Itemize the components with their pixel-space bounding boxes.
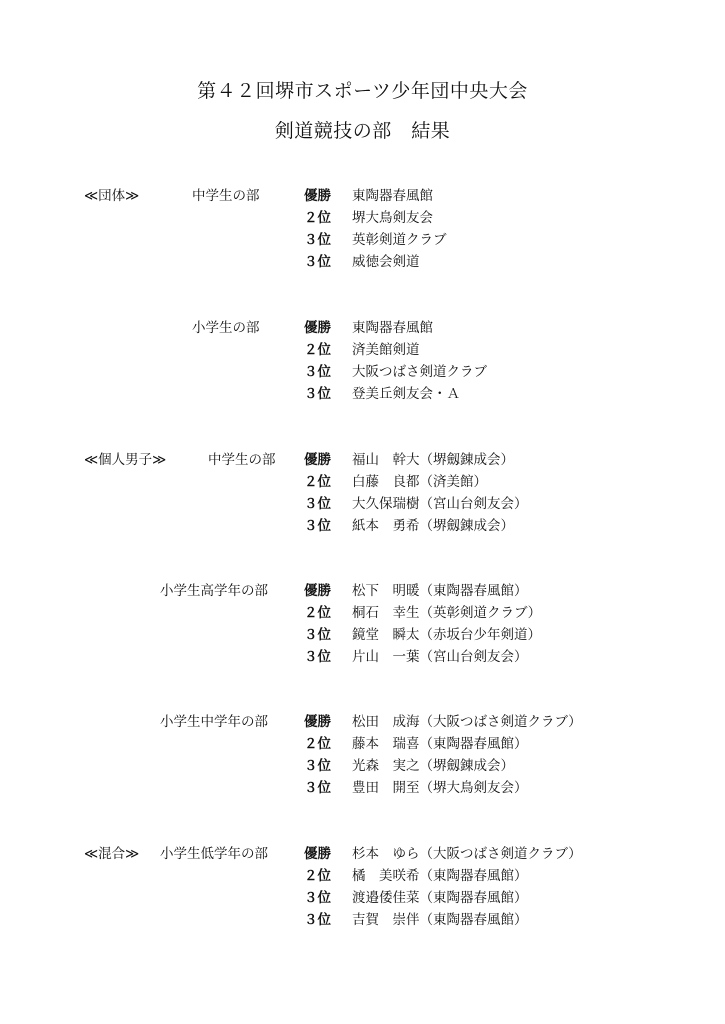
rank-label: 優勝 (304, 320, 331, 336)
rank-label: 優勝 (304, 452, 331, 468)
result-entry: 渡邉倭佳菜（東陶器春風館） (352, 890, 528, 906)
rank-label: ２位 (304, 736, 331, 752)
result-entry: 松下 明暖（東陶器春風館） (352, 583, 528, 599)
rank-label: ３位 (304, 890, 331, 906)
category-label: ≪個人男子≫ (84, 452, 167, 468)
division-label: 小学生中学年の部 (160, 714, 268, 730)
division-label: 中学生の部 (192, 188, 260, 204)
rank-label: ３位 (304, 364, 331, 380)
result-entry: 橘 美咲希（東陶器春風館） (352, 868, 528, 884)
result-entry: 堺大鳥剣友会 (352, 210, 433, 226)
rank-label: ３位 (304, 627, 331, 643)
rank-label: ３位 (304, 649, 331, 665)
result-entry: 光森 実之（堺劔錬成会） (352, 758, 514, 774)
rank-label: ２位 (304, 868, 331, 884)
result-entry: 片山 一葉（宮山台剣友会） (352, 649, 528, 665)
division-label: 小学生高学年の部 (160, 583, 268, 599)
result-entry: 大阪つばさ剣道クラブ (352, 364, 487, 380)
rank-label: ２位 (304, 605, 331, 621)
result-entry: 威徳会剣道 (352, 254, 420, 270)
result-entry: 済美館剣道 (352, 342, 420, 358)
result-entry: 鏡堂 瞬太（赤坂台少年剣道） (352, 627, 541, 643)
rank-label: ２位 (304, 474, 331, 490)
rank-label: ３位 (304, 518, 331, 534)
result-entry: 登美丘剣友会・Ａ (352, 386, 460, 402)
rank-label: ３位 (304, 386, 331, 402)
rank-label: ３位 (304, 254, 331, 270)
rank-label: ２位 (304, 210, 331, 226)
rank-label: 優勝 (304, 583, 331, 599)
rank-label: ３位 (304, 780, 331, 796)
rank-label: 優勝 (304, 846, 331, 862)
division-label: 小学生低学年の部 (160, 846, 268, 862)
rank-label: 優勝 (304, 188, 331, 204)
result-entry: 白藤 良都（済美館） (352, 474, 487, 490)
rank-label: ３位 (304, 758, 331, 774)
result-entry: 紙本 勇希（堺劔錬成会） (352, 518, 514, 534)
result-entry: 藤本 瑞喜（東陶器春風館） (352, 736, 528, 752)
result-entry: 杉本 ゆら（大阪つばさ剣道クラブ） (352, 846, 582, 862)
rank-label: ３位 (304, 496, 331, 512)
result-entry: 福山 幹大（堺劔錬成会） (352, 452, 514, 468)
result-entry: 吉賀 崇伴（東陶器春風館） (352, 912, 528, 928)
category-label: ≪団体≫ (84, 188, 140, 204)
result-entry: 東陶器春風館 (352, 188, 433, 204)
result-entry: 豊田 開至（堺大鳥剣友会） (352, 780, 528, 796)
result-entry: 桐石 幸生（英彰剣道クラブ） (352, 605, 542, 621)
division-label: 中学生の部 (208, 452, 276, 468)
result-entry: 東陶器春風館 (352, 320, 433, 336)
page-title: 第４２回堺市スポーツ少年団中央大会 (197, 80, 528, 102)
result-entry: 松田 成海（大阪つばさ剣道クラブ） (352, 714, 582, 730)
rank-label: ３位 (304, 232, 331, 248)
rank-label: ２位 (304, 342, 331, 358)
division-label: 小学生の部 (192, 320, 260, 336)
result-entry: 英彰剣道クラブ (352, 232, 447, 248)
result-entry: 大久保瑞樹（宮山台剣友会） (352, 496, 528, 512)
page-subtitle: 剣道競技の部 結果 (274, 120, 451, 142)
rank-label: ３位 (304, 912, 331, 928)
rank-label: 優勝 (304, 714, 331, 730)
category-label: ≪混合≫ (84, 846, 140, 862)
